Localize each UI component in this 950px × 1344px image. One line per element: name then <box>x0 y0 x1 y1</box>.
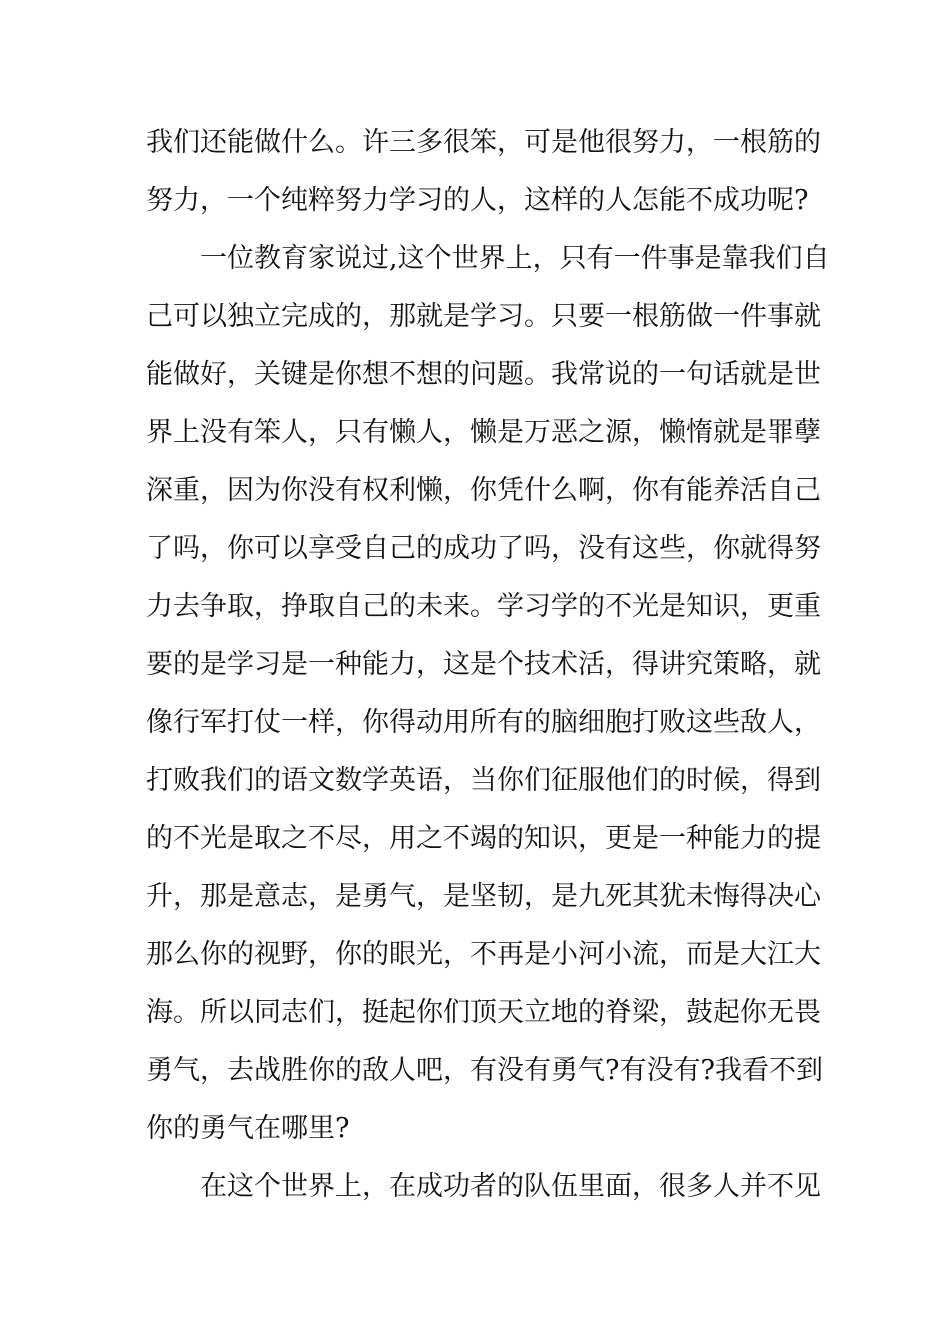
text-line: 深重，因为你没有权利懒，你凭什么啊，你有能养活自己 <box>146 475 821 506</box>
body-text <box>146 114 830 1216</box>
text-line: 像行军打仗一样，你得动用所有的脑细胞打败这些敌人， <box>146 707 821 738</box>
text-line: 勇气，去战胜你的敌人吧，有没有勇气?有没有?我看不到 <box>146 1055 823 1086</box>
text-line: 能做好，关键是你想不想的问题。我常说的一句话就是世 <box>146 359 821 390</box>
paragraph-start-line: 在这个世界上，在成功者的队伍里面，很多人并不见 <box>200 1171 821 1202</box>
text-line: 己可以独立完成的，那就是学习。只要一根筋做一件事就 <box>146 301 821 332</box>
text-line: 的不光是取之不尽，用之不竭的知识，更是一种能力的提 <box>146 823 821 854</box>
text-line: 升，那是意志，是勇气，是坚韧，是九死其犹未悔得决心 <box>146 881 821 912</box>
text-line: 海。所以同志们，挺起你们顶天立地的脊梁，鼓起你无畏 <box>146 997 821 1028</box>
text-line: 我们还能做什么。许三多很笨，可是他很努力，一根筋的 <box>146 127 821 158</box>
paragraph-start-line: 一位教育家说过,这个世界上，只有一件事是靠我们自 <box>200 243 830 274</box>
text-line: 打败我们的语文数学英语，当你们征服他们的时候，得到 <box>146 765 821 796</box>
text-line: 了吗，你可以享受自己的成功了吗，没有这些，你就得努 <box>146 533 821 564</box>
text-line: 力去争取，挣取自己的未来。学习学的不光是知识，更重 <box>146 591 821 622</box>
text-line: 界上没有笨人，只有懒人，懒是万恶之源，懒惰就是罪孽 <box>146 417 821 448</box>
text-line: 那么你的视野，你的眼光，不再是小河小流，而是大江大 <box>146 939 821 970</box>
text-line: 你的勇气在哪里? <box>146 1113 350 1144</box>
text-line: 要的是学习是一种能力，这是个技术活，得讲究策略，就 <box>146 649 821 680</box>
text-line: 努力，一个纯粹努力学习的人，这样的人怎能不成功呢? <box>146 185 809 216</box>
